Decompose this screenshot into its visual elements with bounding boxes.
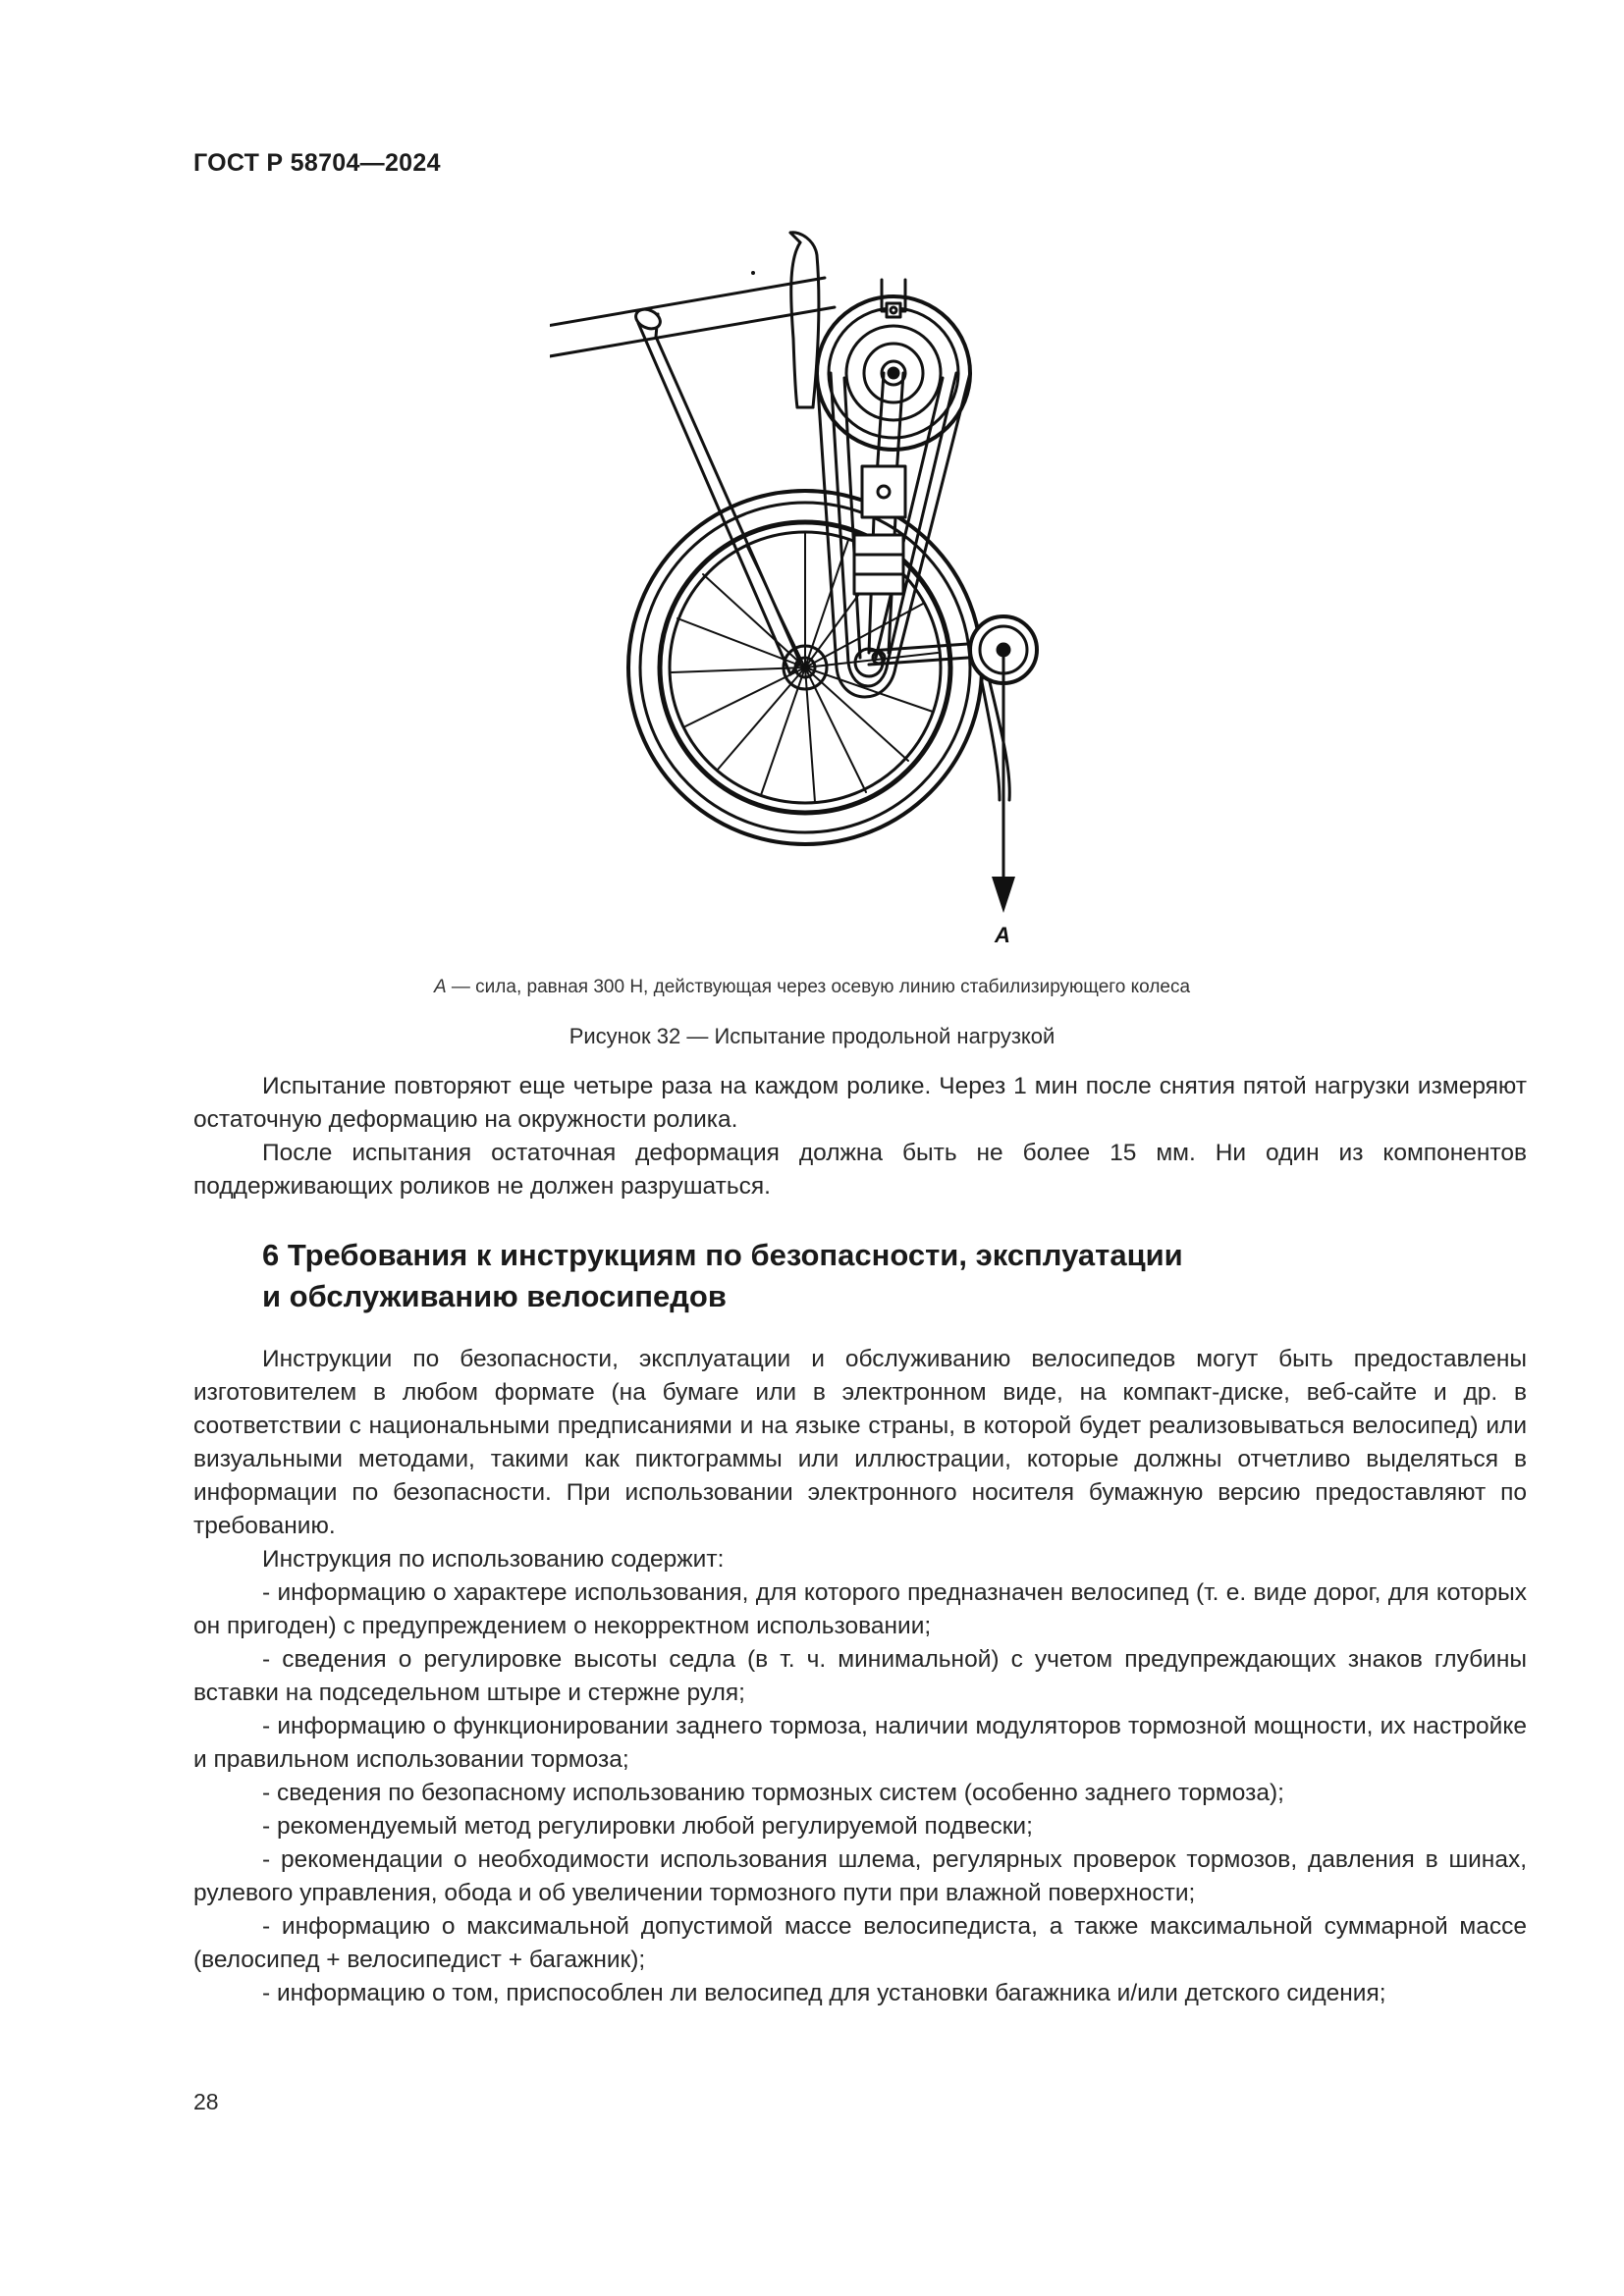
list-item: - информацию о максимальной допустимой массе велосипедиста, а также максимальной суммарной массе (велосипед + велосипедист + багажник); bbox=[193, 1913, 1527, 1973]
paragraph-repeat-test: Испытание повторяют еще четыре раза на каждом ролике. Через 1 мин после снятия пятой нагрузки измеряют остаточную деформацию на окружности ролика. bbox=[193, 1073, 1527, 1133]
seat-post bbox=[790, 233, 819, 407]
section-heading bbox=[262, 1235, 1489, 1317]
test-paragraphs bbox=[193, 1070, 1527, 1203]
list-item: - сведения о регулировке высоты седла (в т. ч. минимальной) с учетом предупреждающих знаков глубины вставки на подседельном штыре и стержне руля; bbox=[193, 1646, 1527, 1706]
section-heading-line-2: и обслуживанию велосипедов bbox=[262, 1279, 727, 1313]
section-body bbox=[193, 1343, 1527, 2010]
legend-text: — сила, равная 300 Н, действующая через осевую линию стабилизирующего колеса bbox=[446, 977, 1191, 997]
longitudinal-load-drawing bbox=[550, 221, 1139, 947]
page-number: 28 bbox=[193, 2089, 219, 2114]
section-intro: Инструкции по безопасности, эксплуатации и обслуживанию велосипедов могут быть предоставлены изготовителем в любом формате (на бумаге или в электронном виде, на компакт-диске, веб-сайте и др. в соответствии с национальными предписаниями и на языке страны, в которой будет реализовываться велосипед) или визуальными методами, такими как пиктограммы или иллюстрации, которые должны отчетливо выделяться в информации по безопасности. При использовании электронного носителя бумажную версию предоставляют по требованию. bbox=[193, 1346, 1527, 1539]
list-item: - сведения по безопасному использованию тормозных систем (особенно заднего тормоза); bbox=[262, 1780, 1284, 1806]
figure-caption: Рисунок 32 — Испытание продольной нагрузкой bbox=[568, 1024, 1056, 1048]
frame-tube bbox=[632, 305, 800, 674]
list-item: - информацию о функционировании заднего тормоза, наличии модуляторов тормозной мощности, их настройке и правильном использовании тормоза; bbox=[193, 1713, 1527, 1773]
wheel-guard-inner bbox=[982, 682, 1000, 800]
pedal-block bbox=[854, 535, 903, 594]
chainring bbox=[817, 296, 970, 450]
figure-legend bbox=[0, 977, 1624, 998]
force-arrowhead bbox=[992, 877, 1015, 913]
bicycle-test-figure bbox=[550, 221, 1139, 947]
list-item: - информацию о том, приспособлен ли велосипед для установки багажника и/или детского сидения; bbox=[262, 1980, 1386, 2006]
paragraph-deformation-limit: После испытания остаточная деформация должна быть не более 15 мм. Ни один из компонентов поддерживающих роликов не должен разрушаться. bbox=[193, 1140, 1527, 1200]
section-heading-line-1: 6 Требования к инструкциям по безопасности, эксплуатации bbox=[262, 1238, 1183, 1272]
list-item: - рекомендации о необходимости использования шлема, регулярных проверок тормозов, давления в шинах, рулевого управления, обода и об увеличении тормозного пути при влажной поверхности; bbox=[193, 1846, 1527, 1906]
force-label: A bbox=[995, 923, 1010, 947]
list-item: - рекомендуемый метод регулировки любой регулируемой подвески; bbox=[262, 1813, 1033, 1840]
document-header: ГОСТ Р 58704—2024 bbox=[193, 149, 441, 177]
list-item: - информацию о характере использования, для которого предназначен велосипед (т. е. виде дорог, для которых он пригоден) с предупреждением о некорректном использовании; bbox=[193, 1579, 1527, 1639]
list-intro: Инструкция по использованию содержит: bbox=[262, 1546, 725, 1573]
legend-symbol: A bbox=[433, 977, 447, 997]
